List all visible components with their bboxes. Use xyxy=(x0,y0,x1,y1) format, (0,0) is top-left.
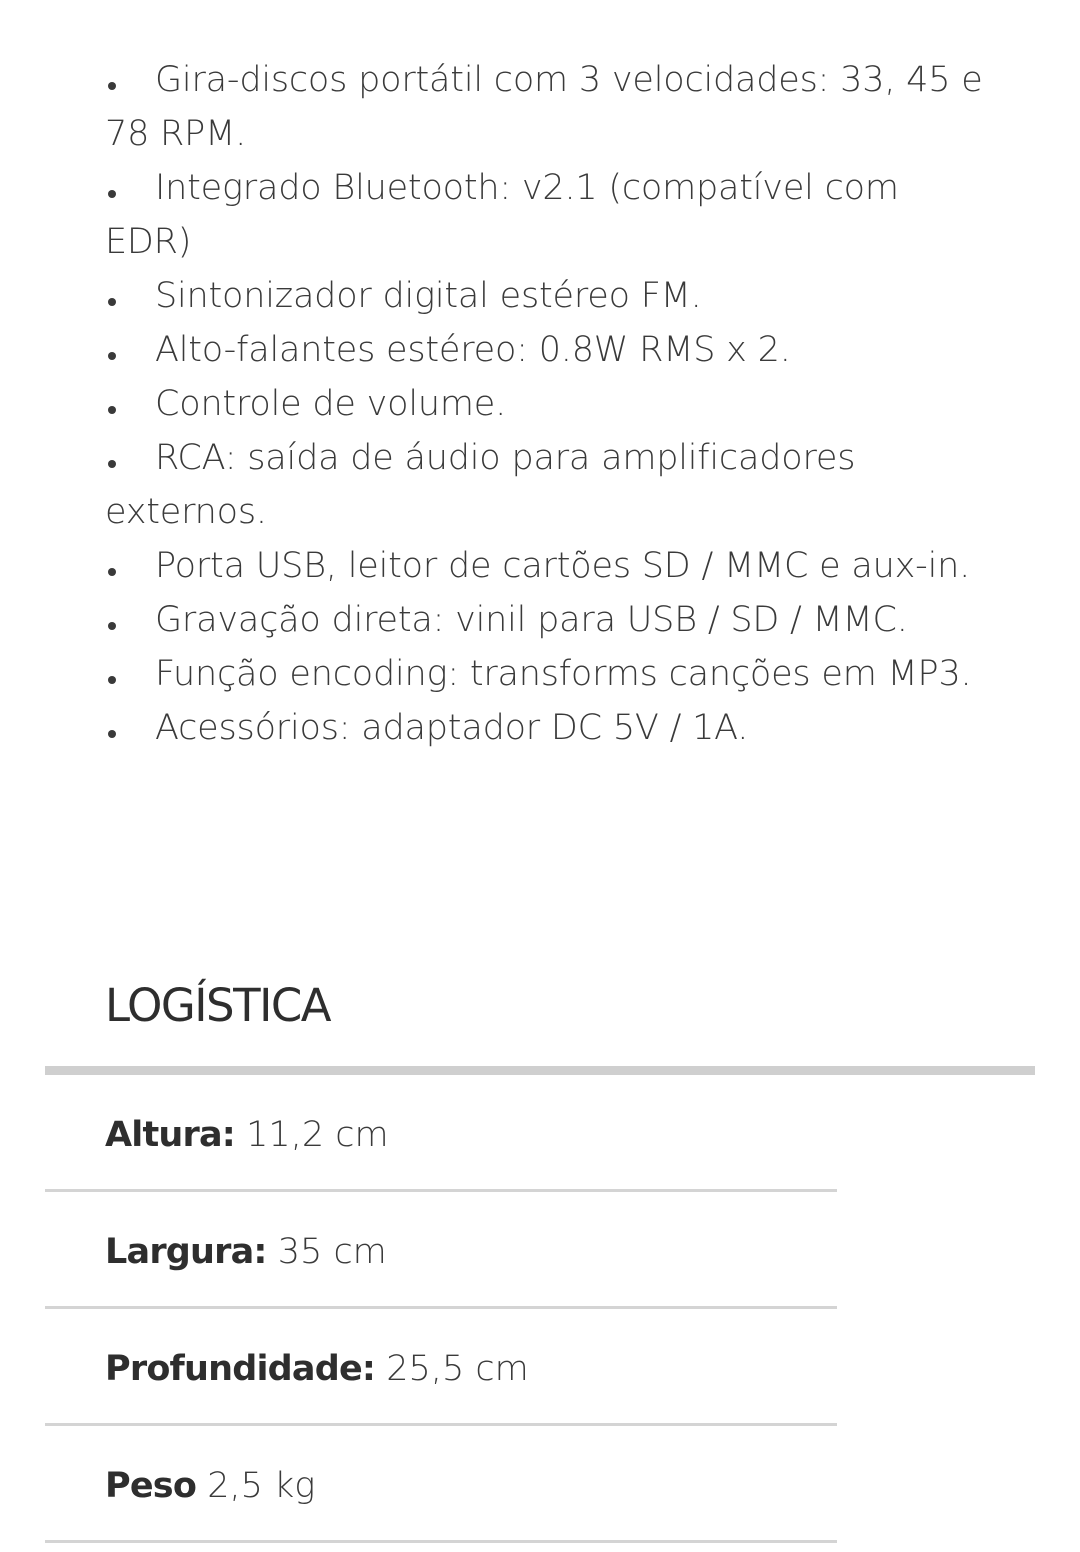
feature-text: Integrado Bluetooth: v2.1 (compatível com EDR) xyxy=(105,168,899,262)
feature-text: Gira-discos portátil com 3 velocidades: 33, 45 e 78 RPM. xyxy=(105,60,983,154)
list-item xyxy=(105,377,985,431)
feature-text: Controle de volume. xyxy=(155,384,507,424)
spec-value: 35 cm xyxy=(277,1232,387,1272)
section-divider xyxy=(45,1066,1035,1075)
feature-text: Sintonizador digital estéreo FM. xyxy=(155,276,702,316)
list-item xyxy=(105,269,985,323)
list-item xyxy=(105,53,985,161)
spec-value: 11,2 cm xyxy=(246,1115,389,1155)
feature-text: Função encoding: transforms canções em MP3. xyxy=(155,654,972,694)
feature-text: Porta USB, leitor de cartões SD / MMC e aux-in. xyxy=(155,546,971,586)
spec-label: Peso xyxy=(105,1466,197,1506)
spec-row-weight xyxy=(45,1426,837,1543)
list-item xyxy=(105,161,985,269)
feature-text: RCA: saída de áudio para amplificadores externos. xyxy=(105,438,856,532)
list-item xyxy=(105,323,985,377)
spec-row-depth xyxy=(45,1309,837,1426)
feature-text: Acessórios: adaptador DC 5V / 1A. xyxy=(155,708,749,748)
spec-label: Largura: xyxy=(105,1232,267,1272)
list-item xyxy=(105,593,985,647)
feature-text: Gravação direta: vinil para USB / SD / MMC. xyxy=(155,600,908,640)
spec-row-height xyxy=(45,1075,837,1192)
list-item xyxy=(105,539,985,593)
feature-list xyxy=(105,53,985,755)
feature-text: Alto-falantes estéreo: 0.8W RMS x 2. xyxy=(155,330,791,370)
spec-label: Profundidade: xyxy=(105,1349,376,1389)
list-item xyxy=(105,431,985,539)
spec-value: 2,5 kg xyxy=(207,1466,316,1506)
section-title: LOGÍSTICA xyxy=(105,979,331,1032)
spec-value: 25,5 cm xyxy=(386,1349,529,1389)
list-item xyxy=(105,647,985,701)
spec-label: Altura: xyxy=(105,1115,236,1155)
list-item xyxy=(105,701,985,755)
spec-row-width xyxy=(45,1192,837,1309)
